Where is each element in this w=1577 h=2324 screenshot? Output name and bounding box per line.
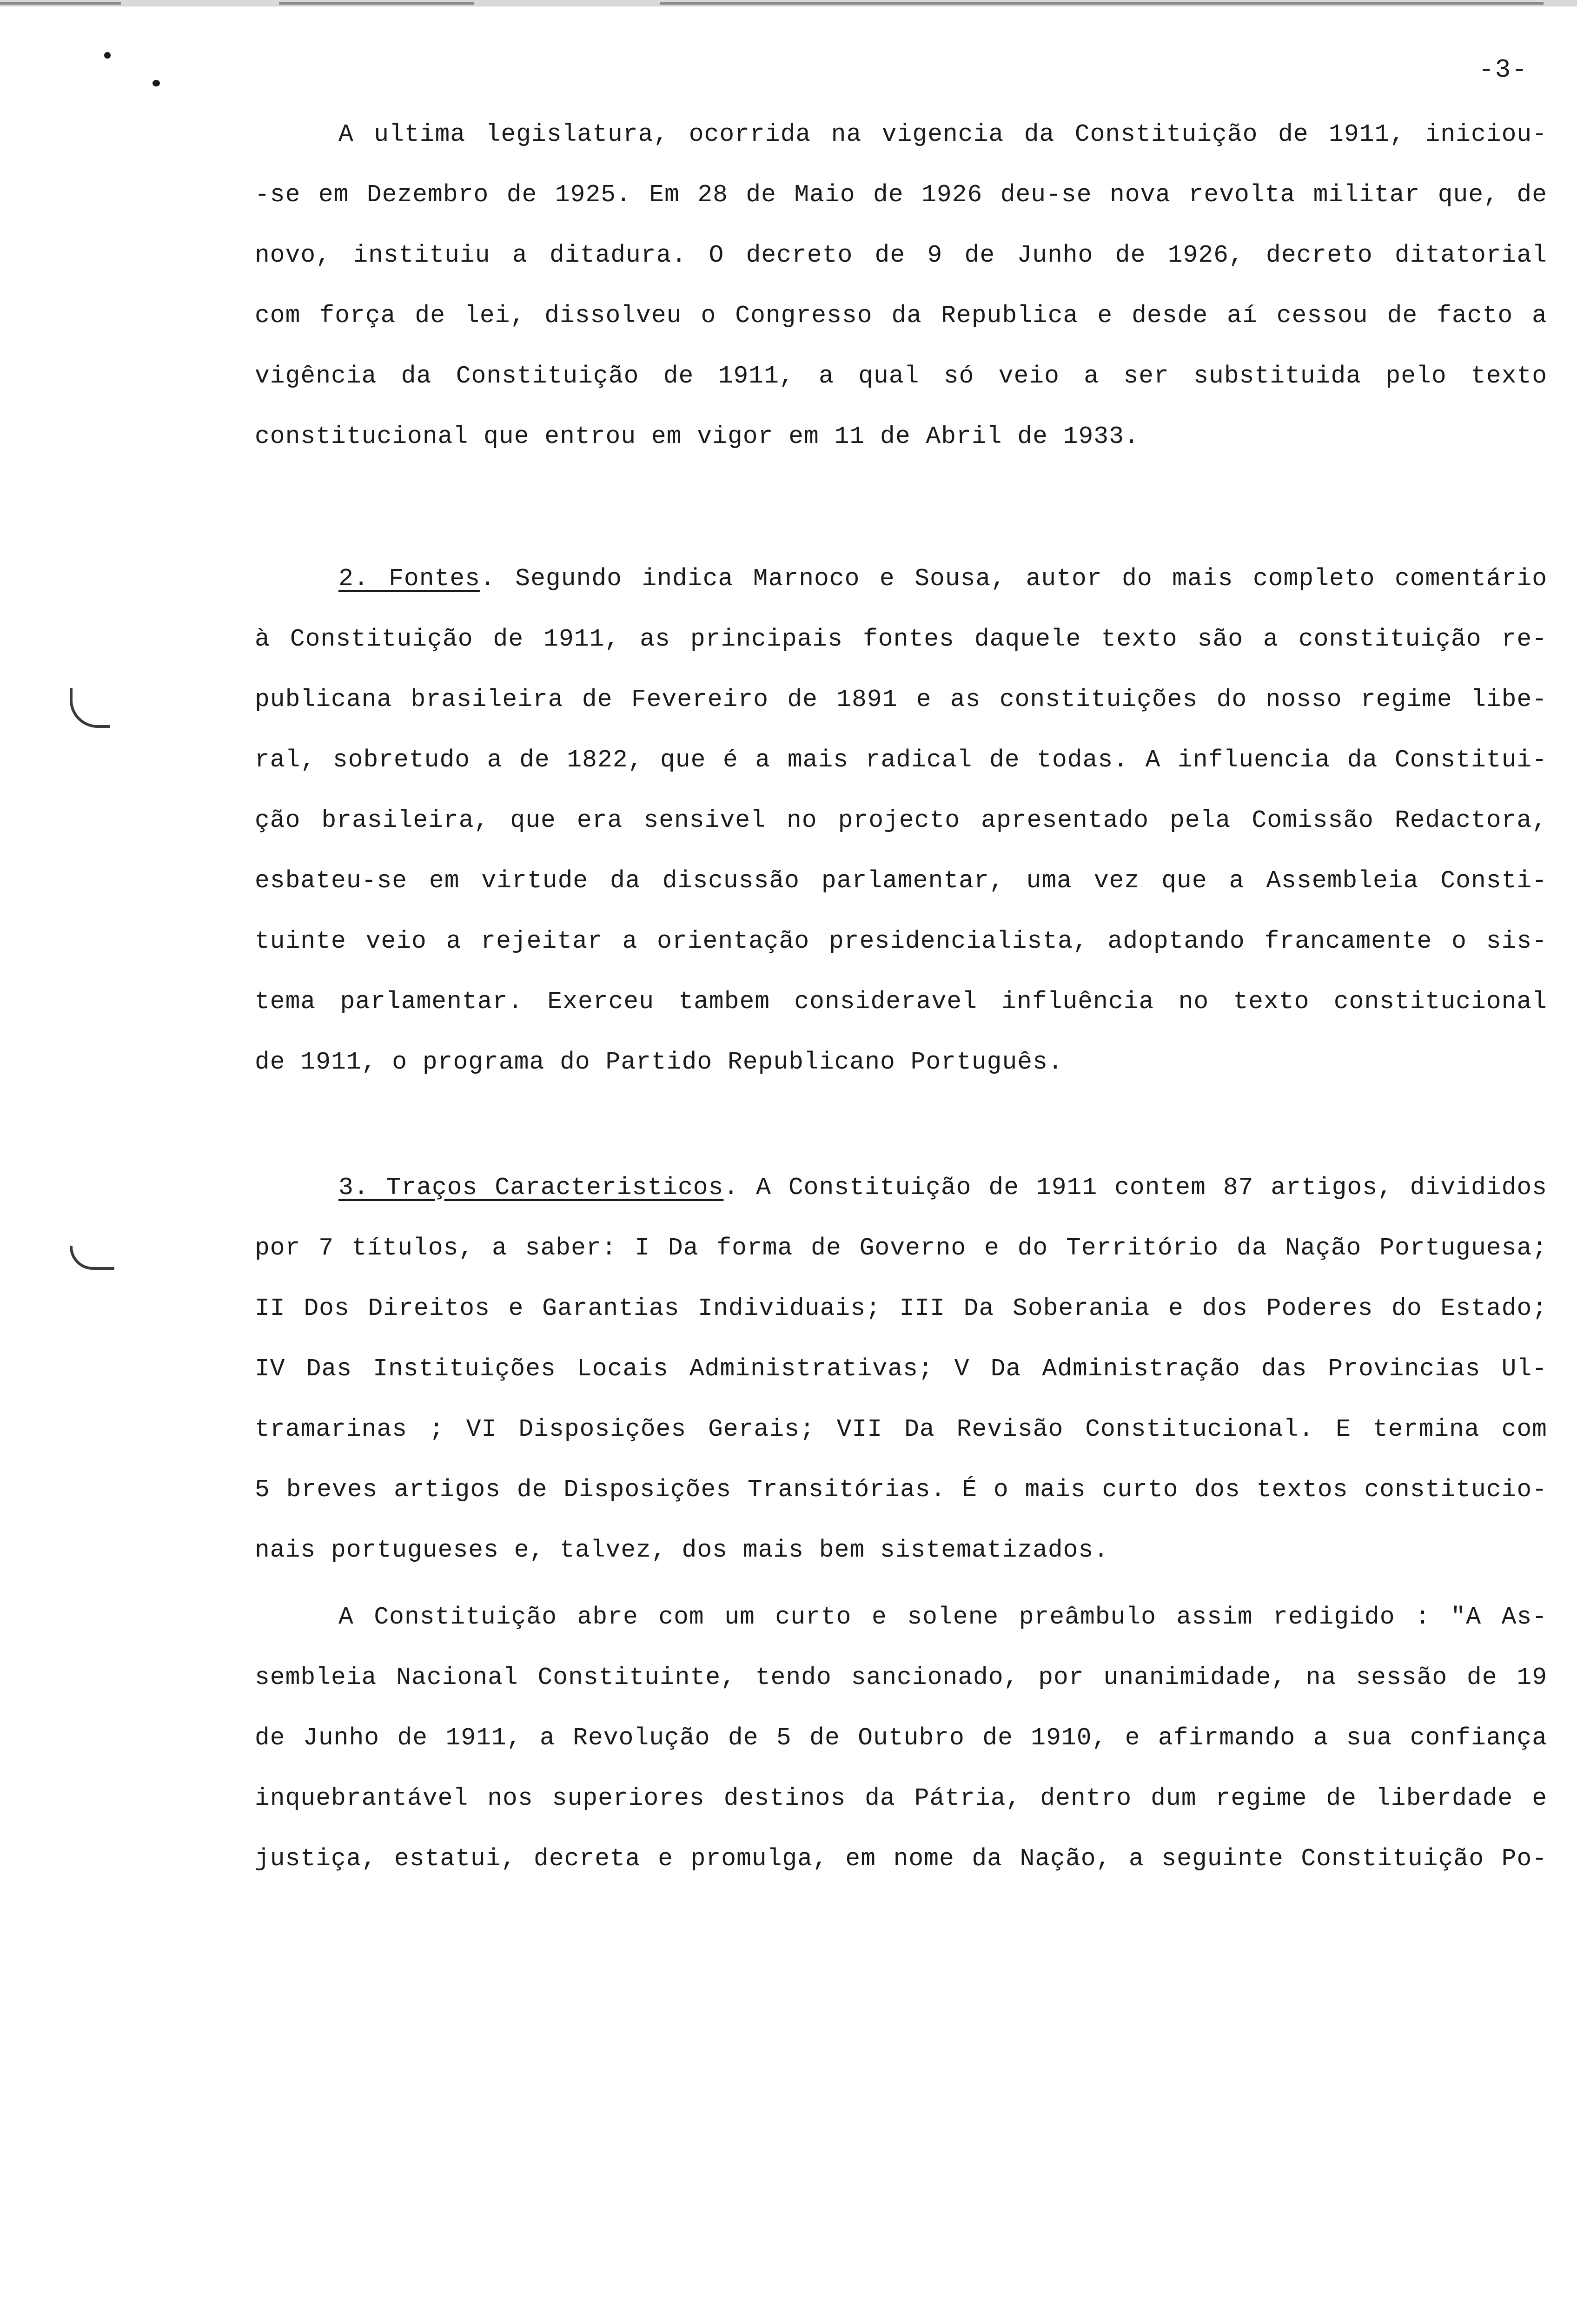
section-first-line: . A Constituição de 1911 contem 87 artigos, divididos xyxy=(723,1174,1547,1202)
text-line: ção brasileira, que era sensivel no projecto apresentado pela Comissão Redactora, xyxy=(255,806,1547,834)
text-line xyxy=(255,1157,1547,1218)
text-line: 5 breves artigos de Disposições Transitórias. É o mais curto dos textos constitucio- xyxy=(255,1476,1547,1504)
text-line xyxy=(255,548,1547,609)
text-line: A ultima legislatura, ocorrida na vigencia da Constituição de 1911, iniciou- xyxy=(338,120,1547,148)
text-line: tramarinas ; VI Disposições Gerais; VII Da Revisão Constitucional. E termina com xyxy=(255,1415,1547,1443)
section-fontes xyxy=(255,548,1547,1092)
section-tracos xyxy=(255,1157,1547,1580)
margin-mark xyxy=(70,1246,114,1270)
text-line: IV Das Instituições Locais Administrativas; V Da Administração das Provincias Ul- xyxy=(255,1355,1547,1383)
scan-speck xyxy=(152,80,160,86)
text-line: inquebrantável nos superiores destinos da Pátria, dentro dum regime de liberdade e xyxy=(255,1784,1547,1812)
text-line: de 1911, o programa do Partido Republicano Português. xyxy=(255,1048,1063,1076)
text-line: por 7 títulos, a saber: I Da forma de Governo e do Território da Nação Portuguesa; xyxy=(255,1234,1547,1262)
text-line: ral, sobretudo a de 1822, que é a mais radical de todas. A influencia da Constitui- xyxy=(255,746,1547,774)
text-line: sembleia Nacional Constituinte, tendo sancionado, por unanimidade, na sessão de 19 xyxy=(255,1664,1547,1691)
text-line: à Constituição de 1911, as principais fontes daquele texto são a constituição re- xyxy=(255,625,1547,653)
text-line: novo, instituiu a ditadura. O decreto de 9 de Junho de 1926, decreto ditatorial xyxy=(255,241,1547,269)
section-first-line: . Segundo indica Marnoco e Sousa, autor do mais completo comentário xyxy=(480,565,1548,593)
paragraph-preambulo xyxy=(255,1587,1547,1889)
text-line: esbateu-se em virtude da discussão parlamentar, uma vez que a Assembleia Consti- xyxy=(255,867,1547,895)
section-heading: 2. Fontes xyxy=(338,565,480,593)
text-line: A Constituição abre com um curto e solene preâmbulo assim redigido : "A As- xyxy=(338,1603,1547,1631)
paragraph-intro xyxy=(255,104,1547,467)
text-line: nais portugueses e, talvez, dos mais bem sistematizados. xyxy=(255,1536,1109,1564)
page-number: -3- xyxy=(1478,55,1528,85)
scan-speck xyxy=(104,52,111,59)
scan-top-edge xyxy=(0,0,1577,7)
text-line: II Dos Direitos e Garantias Individuais; III Da Soberania e dos Poderes do Estado; xyxy=(255,1294,1547,1322)
text-line: justiça, estatui, decreta e promulga, em nome da Nação, a seguinte Constituição Po- xyxy=(255,1845,1547,1873)
text-line: de Junho de 1911, a Revolução de 5 de Outubro de 1910, e afirmando a sua confiança xyxy=(255,1724,1547,1752)
text-line: constitucional que entrou em vigor em 11 de Abril de 1933. xyxy=(255,423,1140,450)
text-line: vigência da Constituição de 1911, a qual só veio a ser substituida pelo texto xyxy=(255,362,1547,390)
section-heading: 3. Traços Caracteristicos xyxy=(338,1174,724,1202)
text-line: tema parlamentar. Exerceu tambem consideravel influência no texto constitucional xyxy=(255,988,1547,1016)
margin-mark xyxy=(70,688,110,728)
text-line: com força de lei, dissolveu o Congresso da Republica e desde aí cessou de facto a xyxy=(255,302,1547,330)
text-line: -se em Dezembro de 1925. Em 28 de Maio de 1926 deu-se nova revolta militar que, de xyxy=(255,181,1547,209)
text-line: tuinte veio a rejeitar a orientação presidencialista, adoptando francamente o sis- xyxy=(255,927,1547,955)
text-line: publicana brasileira de Fevereiro de 1891 e as constituições do nosso regime libe- xyxy=(255,686,1547,713)
